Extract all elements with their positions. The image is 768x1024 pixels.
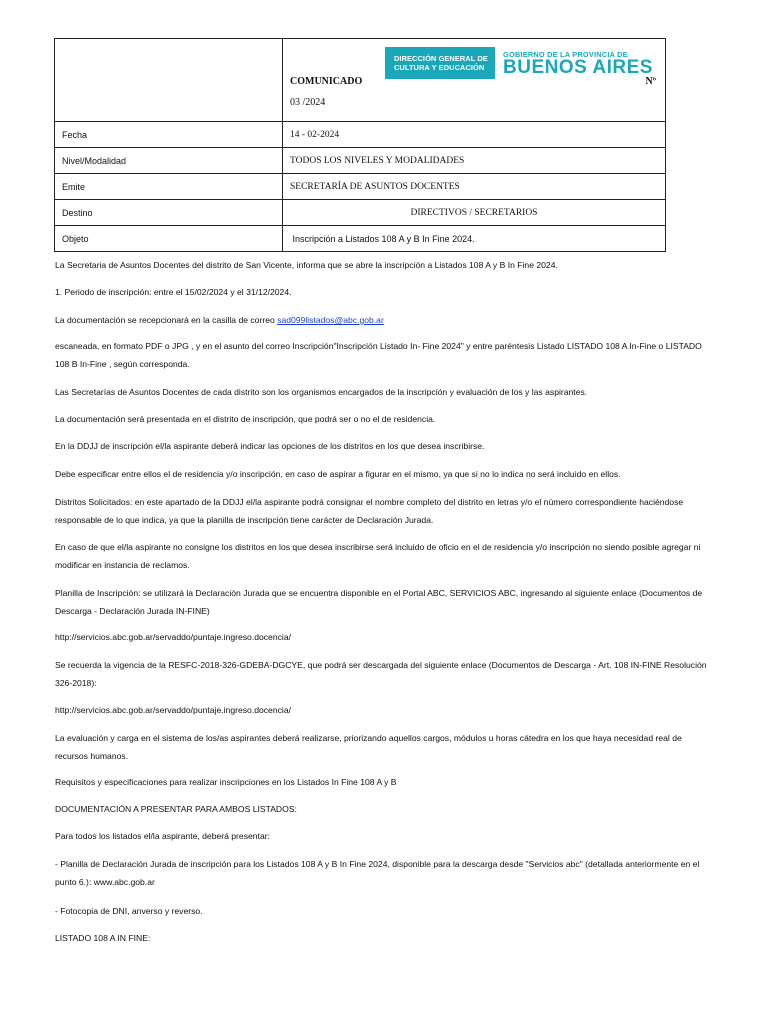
dgcye-logo: [385, 47, 653, 79]
header-table: [54, 38, 666, 252]
row-label-nivel: Nivel/Modalidad: [55, 148, 283, 174]
row-label-objeto: Objeto: [55, 226, 283, 252]
row-label-destino: Destino: [55, 200, 283, 226]
paragraph-de-oficio: [55, 538, 713, 574]
paragraph-text: Planilla de Inscripción: se utilizará la Declaración Jurada que se encuentra disponible en el Portal ABC, SERVICIOS ABC, ingresando al siguiente enlace (Documentos de Descarga - Declaración Jurada IN-FINE): [55, 588, 703, 616]
row-value-emite: SECRETARÍA DE ASUNTOS DOCENTES: [283, 174, 666, 200]
paragraph-text: - Fotocopia de DNI, anverso y reverso.: [55, 906, 203, 916]
paragraph-intro: [55, 256, 713, 274]
paragraph-text: DOCUMENTACIÓN A PRESENTAR PARA AMBOS LISTADOS:: [55, 804, 297, 814]
logo-provincia-big: BUENOS AIRES: [503, 56, 653, 78]
url-text: http://servicios.abc.gob.ar/servaddo/puntaje.ingreso.docencia/: [55, 632, 291, 642]
header-title-cell: [283, 39, 666, 122]
paragraph-text: Para todos los listados el/la aspirante, deberá presentar:: [55, 831, 270, 841]
paragraph-text: LISTADO 108 A IN FINE:: [55, 933, 151, 943]
paragraph-distritos-solicitados: [55, 493, 713, 529]
logo-provincia: [503, 50, 653, 77]
paragraph-text: La evaluación y carga en el sistema de los/as aspirantes deberá realizarse, priorizando aquellos cargos, módulos u horas cátedra en los que haya necesidad real de recursos humanos.: [55, 733, 682, 761]
paragraph-formato: [55, 337, 713, 373]
paragraph-text: Distritos Solicitados: en este apartado de la DDJJ el/la aspirante podrá consignar el nombre completo del distrito en letras y/o el número correspondiente haciéndose responsable de lo que indica, ya que la planilla de inscripción tiene carácter de Declaración Jurada.: [55, 497, 684, 525]
paragraph-documentacion-heading: [55, 800, 713, 818]
paragraph-url-1: [55, 628, 713, 646]
paragraph-text: Se recuerda la vigencia de la RESFC-2018-326-GDEBA-DGCYE, que podrá ser descargada del siguiente enlace (Documentos de Descarga - Art. 108 IN-FINE Resolución 326-2018):: [55, 660, 707, 688]
paragraph-text: La Secretaria de Asuntos Docentes del distrito de San Vicente, informa que se abre la inscripción a Listados 108 A y B In Fine 2024.: [55, 260, 558, 270]
email-link[interactable]: sad099listados@abc.gob.ar: [277, 315, 384, 325]
row-value-fecha: 14 - 02-2024: [283, 122, 666, 148]
row-label-emite: Emite: [55, 174, 283, 200]
row-value-nivel: TODOS LOS NIVELES Y MODALIDADES: [283, 148, 666, 174]
numero-label: Nº: [645, 76, 656, 87]
paragraph-text: 1. Periodo de inscripción: entre el 15/02/2024 y el 31/12/2024.: [55, 287, 292, 297]
paragraph-secretarias: [55, 383, 713, 401]
paragraph-text: Requisitos y especificaciones para realizar inscripciones en los Listados In Fine 108 A y B: [55, 777, 397, 787]
paragraph-evaluacion: [55, 729, 713, 765]
paragraph-para-todos: [55, 827, 713, 845]
paragraph-text: En caso de que el/la aspirante no consigne los distritos en los que desea inscribirse será incluido de oficio en el de residencia y/o inscripción no siendo posible agregar ni modificar en instancia de reclamos.: [55, 542, 701, 570]
paragraph-text: La documentación será presentada en el distrito de inscripción, que podrá ser o no el de residencia.: [55, 414, 436, 424]
paragraph-text: escaneada, en formato PDF o JPG , y en el asunto del correo Inscripción"Inscripción Listado In- Fine 2024" y entre paréntesis Listado LISTADO 108 A In-Fine o LISTADO 108 B In-Fine , según corresponda.: [55, 341, 702, 369]
paragraph-text: La documentación se recepcionará en la casilla de correo: [55, 315, 278, 325]
row-value-objeto: Inscripción a Listados 108 A y B In Fine 2024.: [283, 226, 666, 252]
row-value-destino: DIRECTIVOS / SECRETARIOS: [283, 200, 666, 226]
paragraph-text: Las Secretarías de Asuntos Docentes de cada distrito son los organismos encargados de la inscripción y evaluación de los y las aspirantes.: [55, 387, 588, 397]
logo-dgcye-line1: DIRECCIÓN GENERAL DE: [394, 54, 488, 63]
logo-dgcye-box: [385, 47, 495, 79]
paragraph-dni: [55, 902, 713, 920]
comunicado-label: COMUNICADO: [290, 76, 363, 87]
comunicado-number: 03 /2024: [290, 97, 326, 108]
paragraph-text: En la DDJJ de inscripción el/la aspirante deberá indicar las opciones de los distritos en los que desea inscribirse.: [55, 441, 485, 451]
paragraph-planilla-ddjj: [55, 855, 713, 891]
paragraph-text: - Planilla de Declaración Jurada de inscripción para los Listados 108 A y B In Fine 2024, disponible para la descarga desde "Servicios abc" (detallada anteriormente en el punto 6.): www.abc.gob.ar: [55, 859, 700, 887]
row-label-fecha: Fecha: [55, 122, 283, 148]
paragraph-text: Debe especificar entre ellos el de residencia y/o inscripción, en caso de aspirar a figurar en el mismo, ya que si no lo indica no será incluido en ellos.: [55, 469, 621, 479]
paragraph-correo: [55, 311, 713, 329]
header-empty-cell: [55, 39, 283, 122]
paragraph-planilla: [55, 584, 713, 620]
logo-dgcye-line2: CULTURA Y EDUCACIÓN: [394, 63, 485, 72]
logo-provincia-small: GOBIERNO DE LA PROVINCIA DE: [503, 49, 628, 59]
paragraph-listado-108a: [55, 929, 713, 947]
paragraph-url-2: [55, 701, 713, 719]
url-text: http://servicios.abc.gob.ar/servaddo/puntaje.ingreso.docencia/: [55, 705, 291, 715]
paragraph-especificar: [55, 465, 713, 483]
paragraph-ddjj: [55, 437, 713, 455]
paragraph-periodo: [55, 283, 713, 301]
paragraph-resolucion: [55, 656, 713, 692]
paragraph-requisitos: [55, 773, 713, 791]
paragraph-distrito: [55, 410, 713, 428]
